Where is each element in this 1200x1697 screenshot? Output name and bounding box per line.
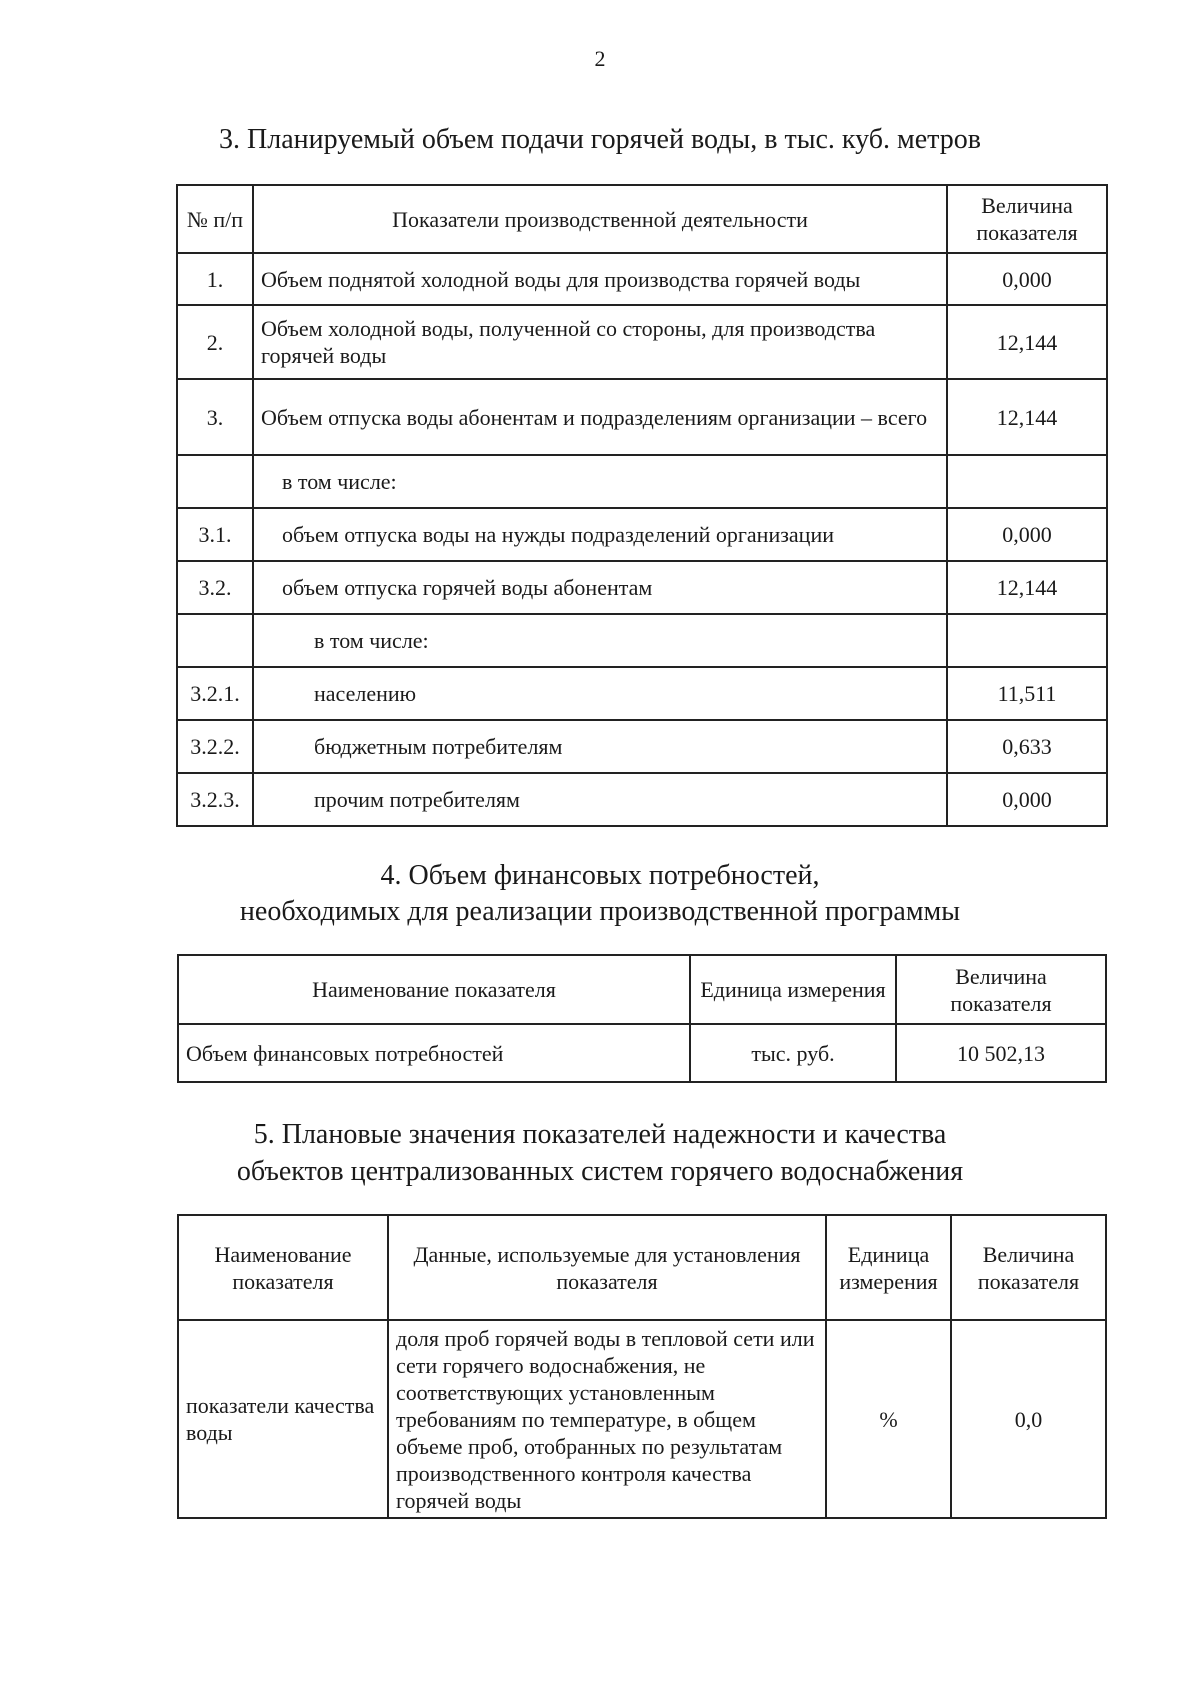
- table-row: [177, 508, 1107, 561]
- row-name: бюджетным потребителям: [253, 720, 947, 773]
- header-unit: Единица измерения: [690, 955, 896, 1024]
- table-row: [177, 720, 1107, 773]
- row-num: 3.2.: [177, 561, 253, 614]
- table-header-row: [178, 955, 1106, 1024]
- table-row: [177, 455, 1107, 508]
- row-num: 3.: [177, 379, 253, 455]
- row-name: Объем отпуска воды абонентам и подразделениям организации – всего: [253, 379, 947, 455]
- row-name: Объем поднятой холодной воды для производства горячей воды: [253, 253, 947, 305]
- table-row: [177, 561, 1107, 614]
- row-unit: %: [826, 1320, 951, 1518]
- row-name: Объем финансовых потребностей: [178, 1024, 690, 1082]
- row-value: 12,144: [947, 561, 1107, 614]
- row-name: в том числе:: [253, 614, 947, 667]
- row-name: объем отпуска горячей воды абонентам: [253, 561, 947, 614]
- row-value: 0,000: [947, 773, 1107, 826]
- row-name: Объем холодной воды, полученной со стороны, для производства горячей воды: [253, 305, 947, 379]
- header-num: № п/п: [177, 185, 253, 253]
- table-header-row: [177, 185, 1107, 253]
- row-name: объем отпуска воды на нужды подразделений организации: [253, 508, 947, 561]
- table-header-row: [178, 1215, 1106, 1320]
- row-name: показатели качества воды: [178, 1320, 388, 1518]
- header-name: Наименование показателя: [178, 1215, 388, 1320]
- row-name: в том числе:: [253, 455, 947, 508]
- table-row: [177, 253, 1107, 305]
- row-value: 0,000: [947, 253, 1107, 305]
- supply-volume-table: [176, 184, 1108, 827]
- row-value: 12,144: [947, 379, 1107, 455]
- header-data: Данные, используемые для установления показателя: [388, 1215, 826, 1320]
- row-value: [947, 614, 1107, 667]
- row-num: 1.: [177, 253, 253, 305]
- table-row: [177, 379, 1107, 455]
- table-row: [178, 1320, 1106, 1518]
- page-number: 2: [594, 46, 606, 71]
- section5-title-line2: объектов централизованных систем горячего водоснабжения: [236, 1156, 964, 1187]
- header-value: Величина показателя: [947, 185, 1107, 253]
- section4-title-line2: необходимых для реализации производственной программы: [239, 896, 961, 927]
- header-name: Показатели производственной деятельности: [253, 185, 947, 253]
- row-name: прочим потребителям: [253, 773, 947, 826]
- row-num: 3.2.2.: [177, 720, 253, 773]
- header-value: Величина показателя: [896, 955, 1106, 1024]
- row-num: 3.1.: [177, 508, 253, 561]
- header-value: Величина показателя: [951, 1215, 1106, 1320]
- row-name: населению: [253, 667, 947, 720]
- table-row: [177, 773, 1107, 826]
- row-value: 0,0: [951, 1320, 1106, 1518]
- row-num: [177, 455, 253, 508]
- quality-indicators-table: [177, 1214, 1107, 1519]
- table-row: [177, 305, 1107, 379]
- row-value: 10 502,13: [896, 1024, 1106, 1082]
- row-value: 11,511: [947, 667, 1107, 720]
- row-value: 12,144: [947, 305, 1107, 379]
- table-row: [178, 1024, 1106, 1082]
- financial-needs-table: [177, 954, 1107, 1083]
- section3-title: 3. Планируемый объем подачи горячей воды, в тыс. куб. метров: [219, 124, 981, 155]
- row-value: 0,633: [947, 720, 1107, 773]
- row-num: 2.: [177, 305, 253, 379]
- header-unit: Единица измерения: [826, 1215, 951, 1320]
- row-value: 0,000: [947, 508, 1107, 561]
- row-data: доля проб горячей воды в тепловой сети или сети горячего водоснабжения, не соответствующих установленным требованиям по температуре, в общем объеме проб, отобранных по результатам производственного контроля качества горячей воды: [388, 1320, 826, 1518]
- section4-title-line1: 4. Объем финансовых потребностей,: [380, 860, 820, 891]
- section5-title-line1: 5. Плановые значения показателей надежности и качества: [253, 1119, 947, 1150]
- row-num: 3.2.1.: [177, 667, 253, 720]
- row-num: 3.2.3.: [177, 773, 253, 826]
- row-value: [947, 455, 1107, 508]
- table-row: [177, 614, 1107, 667]
- header-name: Наименование показателя: [178, 955, 690, 1024]
- row-unit: тыс. руб.: [690, 1024, 896, 1082]
- row-num: [177, 614, 253, 667]
- table-row: [177, 667, 1107, 720]
